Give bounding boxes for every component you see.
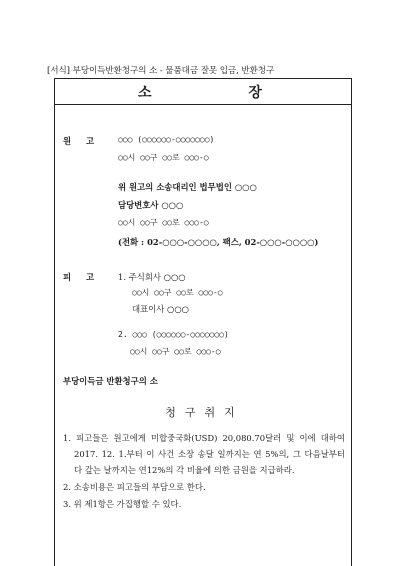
plaintiff-label: 원 고	[63, 136, 101, 146]
document-heading: [서식] 부당이득반환청구의 소 - 물품대금 잘못 입금, 반환청구	[47, 66, 275, 76]
plaintiff-address: ○○시 ○○구 ○○로 ○○○-○	[118, 153, 209, 162]
defendant-1-representative: 대표이사 ○○○	[132, 304, 189, 314]
plaintiff-lawyer: 담당변호사 ○○○	[118, 200, 184, 210]
agent-address: ○○시 ○○구 ○○로 ○○○-○	[118, 218, 209, 227]
defendant-1-address: ○○시 ○○구 ○○로 ○○○-○	[132, 288, 223, 297]
claim-item-2: 2. 소송비용은 피고들의 부담으로 한다.	[63, 482, 206, 492]
defendant-1-name: 1. 주식회사 ○○○	[118, 272, 186, 282]
defendant-label: 피 고	[63, 272, 101, 282]
claim-purpose-title: 청구취지	[165, 406, 244, 419]
defendant-2-name: 2. ○○○ (○○○○○○-○○○○○○○)	[118, 330, 229, 339]
claim-list	[63, 430, 345, 512]
title-divider	[54, 104, 352, 105]
plaintiff-name: ○○○ (○○○○○○-○○○○○○○)	[118, 135, 215, 144]
case-name: 부당이득금 반환청구의 소	[63, 376, 158, 386]
document-title: 소 장	[138, 85, 308, 101]
plaintiff-agent: 위 원고의 소송대리인 법무법인 ○○○	[118, 182, 257, 192]
agent-contact: (전화 : 02-○○○-○○○○, 팩스, 02-○○○-○○○○)	[118, 237, 319, 247]
claim-item-1: 1. 피고들은 원고에게 미합중국화(USD) 20,080.70달러 및 이에 대하여 2017. 12. 1.부터 이 사건 소장 송달 일까지는 연 5%의, 그 다음날부터 다 갚는 날까지는 연12%의 각 비율에 의한 금원을 지급하라.	[63, 433, 345, 475]
defendant-2-address: ○○시 ○○구 ○○로 ○○○-○	[130, 347, 221, 356]
claim-item-3: 3. 위 제1항은 가집행할 수 있다.	[63, 499, 182, 509]
